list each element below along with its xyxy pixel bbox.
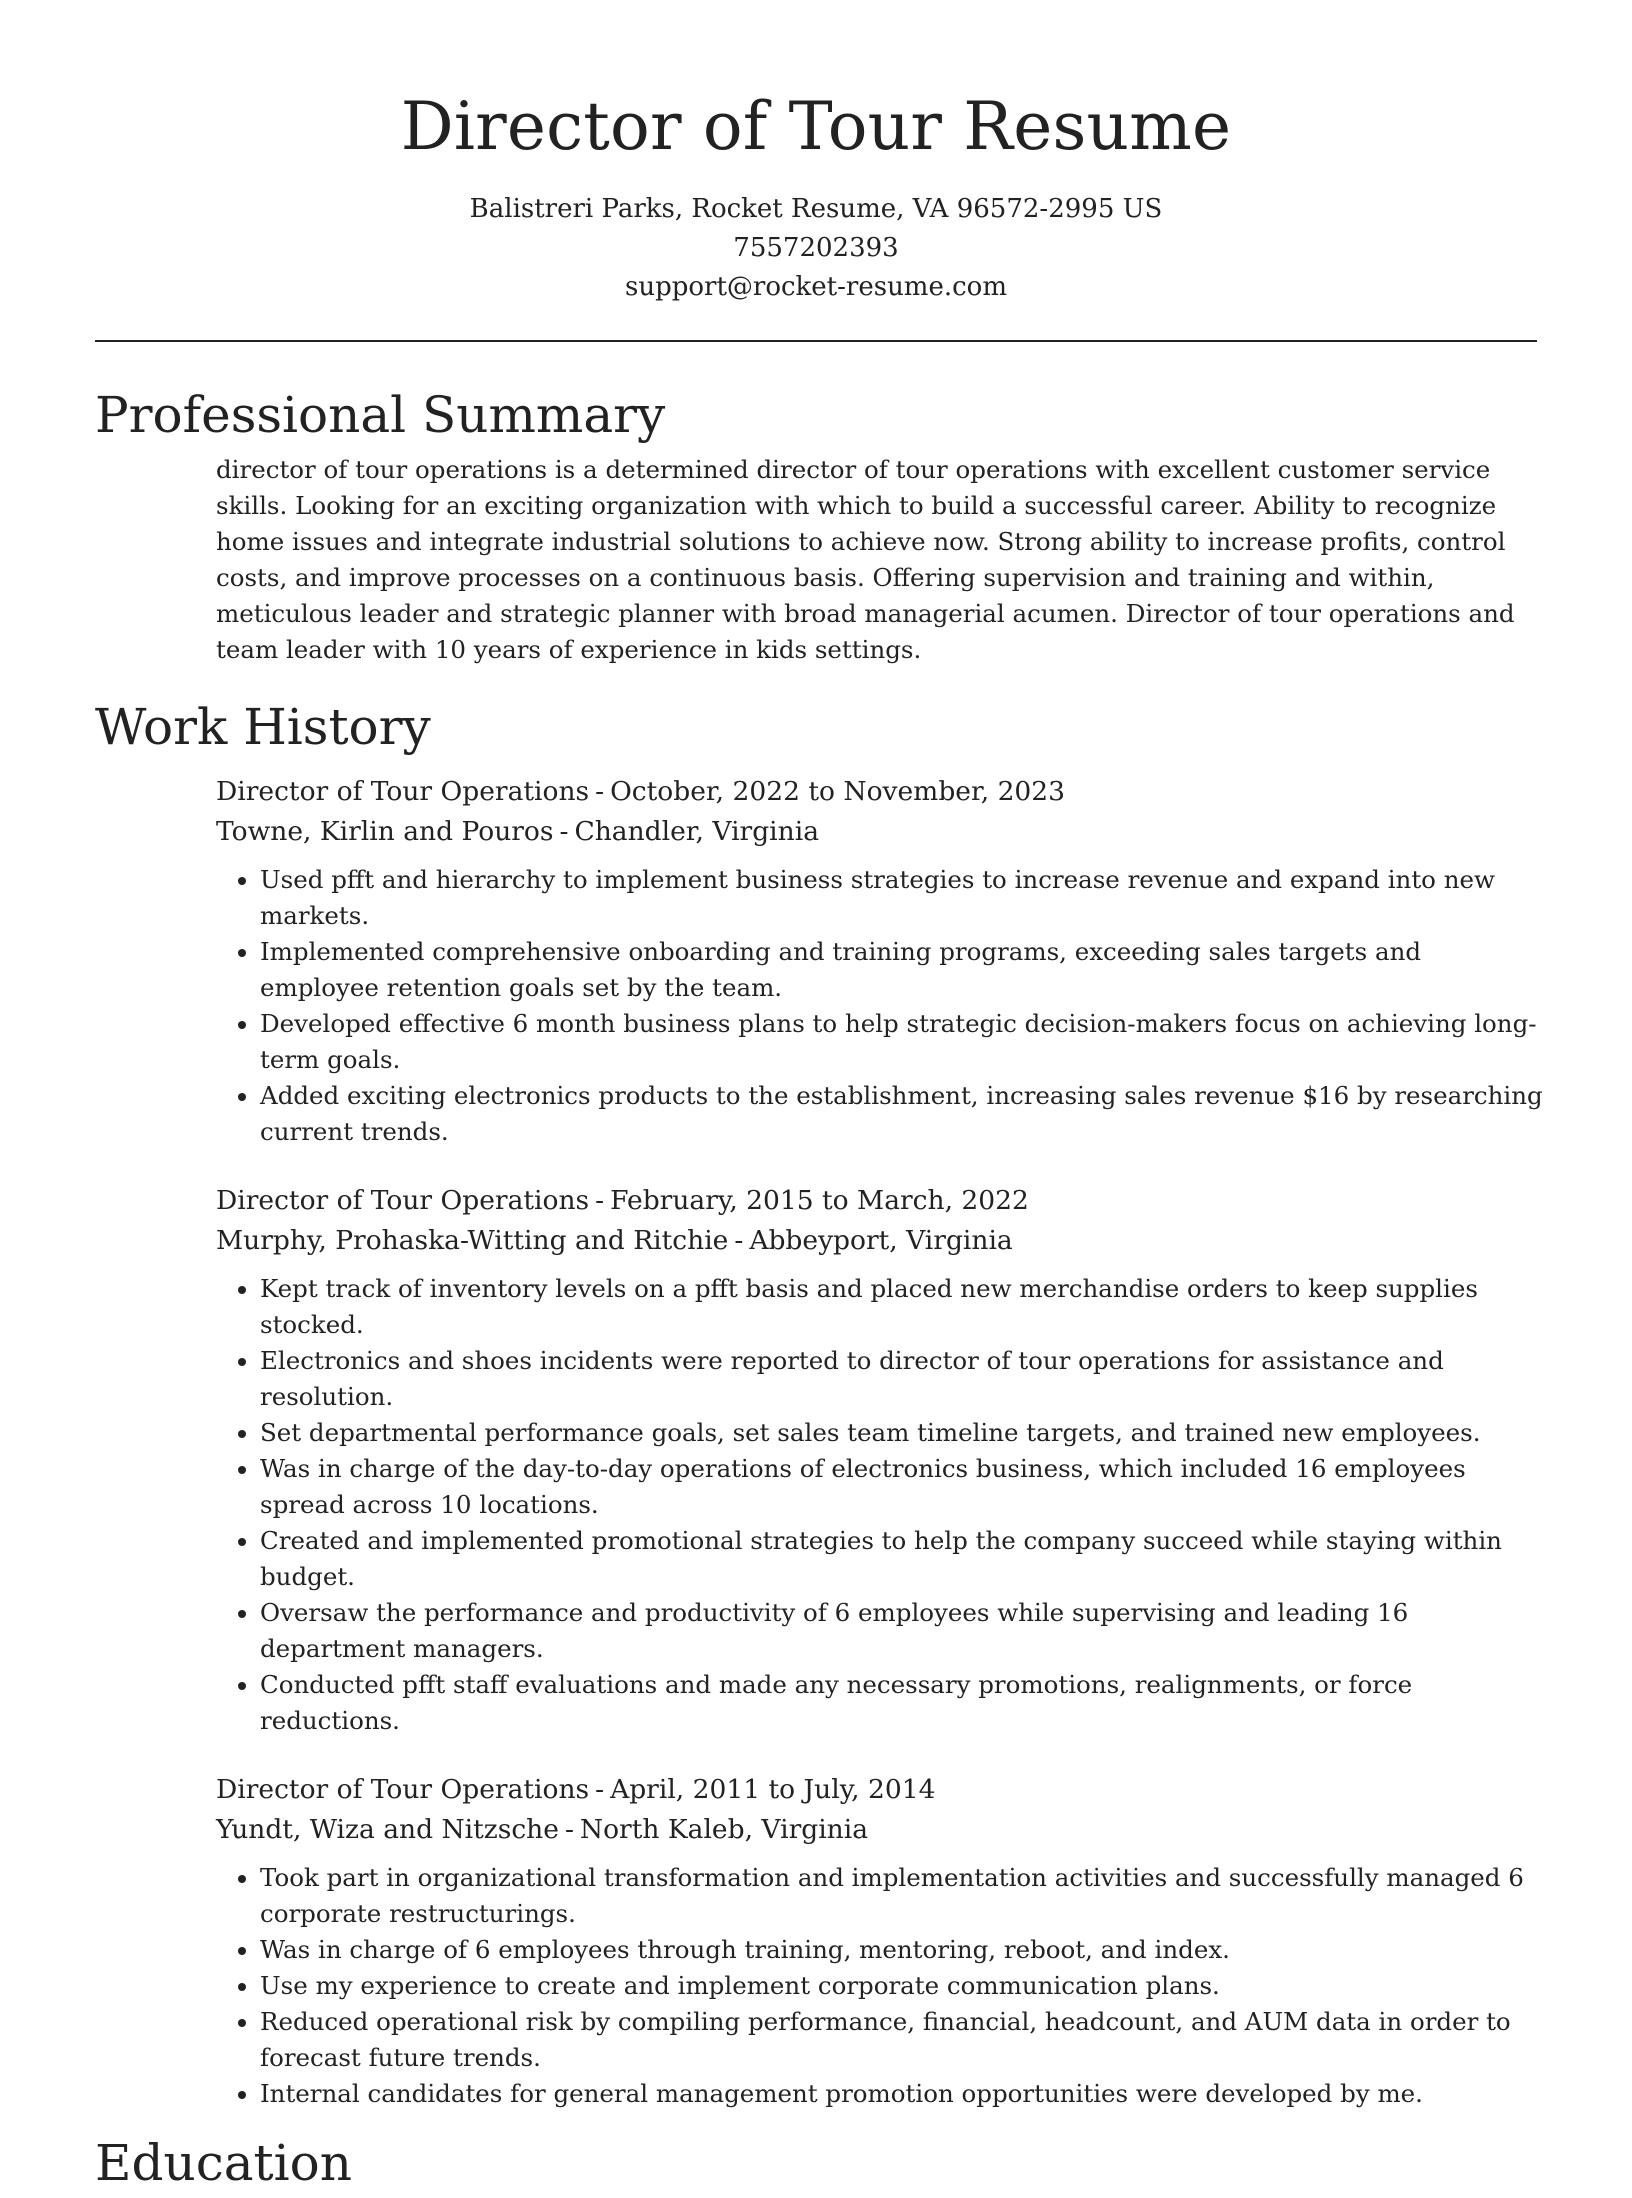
job-bullet: • Conducted pfft staff evaluations and made any necessary promotions, realignments, or force reductions. — [260, 1667, 1546, 1739]
job-bullet-list — [216, 1860, 1546, 2112]
job-bullet: • Electronics and shoes incidents were reported to director of tour operations for assistance and resolution. — [260, 1343, 1546, 1415]
job-bullet: • Took part in organizational transformation and implementation activities and successfully managed 6 corporate restructurings. — [260, 1860, 1546, 1932]
job-bullet: • Used pfft and hierarchy to implement business strategies to increase revenue and expand into new markets. — [260, 862, 1546, 934]
job-bullet: • Reduced operational risk by compiling performance, financial, headcount, and AUM data in order to forecast future trends. — [260, 2004, 1546, 2076]
job-title: Director of Tour Operations — [216, 776, 590, 807]
job-bullet: • Use my experience to create and implement corporate communication plans. — [260, 1968, 1546, 2004]
resume-header — [95, 0, 1537, 307]
job-dates: February, 2015 to March, 2022 — [610, 1185, 1029, 1216]
summary-section — [216, 452, 1546, 668]
job-company: Towne, Kirlin and Pouros — [216, 816, 554, 847]
separator: - — [734, 1225, 744, 1256]
job-bullet: • Created and implemented promotional strategies to help the company succeed while staying within budget. — [260, 1523, 1546, 1595]
header-divider — [95, 340, 1537, 342]
job-bullet: • Was in charge of the day-to-day operations of electronics business, which included 16 employees spread across 10 locations. — [260, 1451, 1546, 1523]
job-bullet: • Implemented comprehensive onboarding and training programs, exceeding sales targets and employee retention goals set by the team. — [260, 934, 1546, 1006]
job-bullet-list — [216, 862, 1546, 1150]
job-bullet-list — [216, 1271, 1546, 1739]
job-bullet: • Was in charge of 6 employees through training, mentoring, reboot, and index. — [260, 1932, 1546, 1968]
contact-email: support@rocket-resume.com — [624, 272, 1007, 302]
job-bullet: • Kept track of inventory levels on a pfft basis and placed new merchandise orders to keep supplies stocked. — [260, 1271, 1546, 1343]
resume-page — [95, 0, 1543, 2198]
job-location: Abbeyport, Virginia — [749, 1225, 1013, 1256]
job-company-line — [216, 1810, 1546, 1850]
summary-heading: Professional Summary — [95, 386, 666, 444]
job-company-line — [216, 812, 1546, 852]
separator: - — [559, 816, 569, 847]
job-bullet: • Added exciting electronics products to the establishment, increasing sales revenue $16 by researching current trends. — [260, 1078, 1546, 1150]
education-heading: Education — [95, 2134, 352, 2192]
work-history-section — [216, 772, 1546, 2112]
job-entry — [216, 1181, 1546, 1739]
job-title: Director of Tour Operations — [216, 1774, 590, 1805]
contact-phone: 7557202393 — [733, 233, 899, 263]
separator: - — [564, 1814, 574, 1845]
contact-address: Balistreri Parks, Rocket Resume, VA 96572-2995 US — [469, 194, 1163, 224]
summary-text: director of tour operations is a determined director of tour operations with excellent customer service skills. Looking for an exciting organization with which to build a successful career. Ability to recognize home issues and integrate industrial solutions to achieve now. Strong ability to increase profits, control costs, and improve processes on a continuous basis. Offering supervision and training and within, meticulous leader and strategic planner with broad managerial acumen. Director of tour operations and team leader with 10 years of experience in kids settings. — [216, 455, 1515, 664]
work-history-heading: Work History — [95, 698, 431, 756]
job-dates: October, 2022 to November, 2023 — [610, 776, 1066, 807]
job-bullet: • Developed effective 6 month business plans to help strategic decision-makers focus on achieving long-term goals. — [260, 1006, 1546, 1078]
separator: - — [595, 1774, 605, 1805]
job-company: Murphy, Prohaska-Witting and Ritchie — [216, 1225, 729, 1256]
job-title-line — [216, 772, 1546, 812]
job-title-line — [216, 1770, 1546, 1810]
separator: - — [595, 776, 605, 807]
separator: - — [595, 1185, 605, 1216]
job-title: Director of Tour Operations — [216, 1185, 590, 1216]
job-entry — [216, 772, 1546, 1150]
job-location: Chandler, Virginia — [574, 816, 819, 847]
resume-title: Director of Tour Resume — [400, 88, 1232, 165]
job-bullet: • Oversaw the performance and productivity of 6 employees while supervising and leading 16 department managers. — [260, 1595, 1546, 1667]
job-dates: April, 2011 to July, 2014 — [610, 1774, 936, 1805]
job-location: North Kaleb, Virginia — [579, 1814, 869, 1845]
job-bullet: • Internal candidates for general management promotion opportunities were developed by me. — [260, 2076, 1546, 2112]
job-entry — [216, 1770, 1546, 2112]
job-company-line — [216, 1221, 1546, 1261]
job-title-line — [216, 1181, 1546, 1221]
job-company: Yundt, Wiza and Nitzsche — [216, 1814, 559, 1845]
job-bullet: • Set departmental performance goals, set sales team timeline targets, and trained new employees. — [260, 1415, 1546, 1451]
